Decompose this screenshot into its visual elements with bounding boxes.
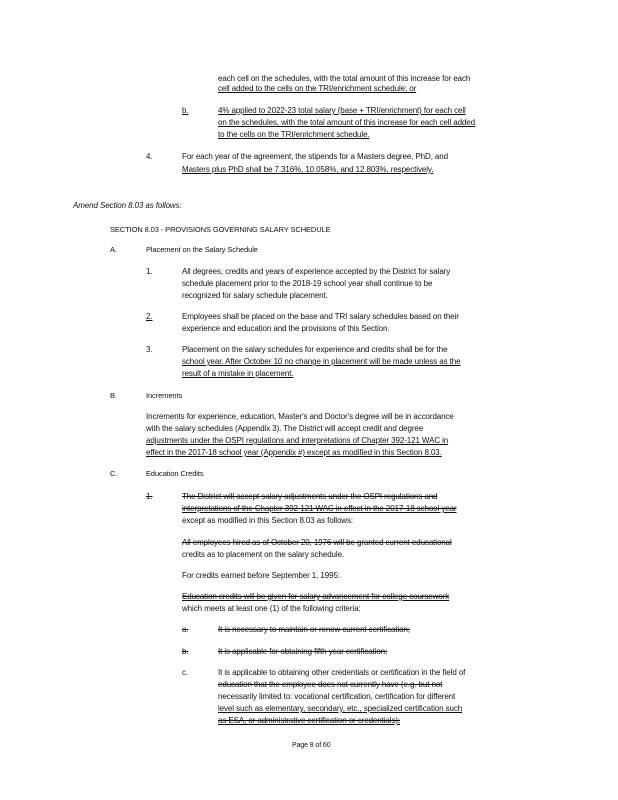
a-item-2-line-2: experience and education and the provisions of this Section. [182,324,390,333]
item-4-marker: 4. [146,152,153,161]
c-p3-line-1: Education credits will be given for salary advancement for college coursework [182,592,450,601]
a-item-3-line-3: result of a mistake in placement. [182,369,294,378]
c-sub-c-line-5: as ESA, or administrative certification or credentials); [218,716,401,725]
c-sub-c-line-4: level such as elementary, secondary, etc., specialized certification such [218,704,463,713]
section-b-heading: Increments [146,391,183,400]
c-p3-line-2: which meets at least one (1) of the following criteria: [182,604,361,613]
c-sub-c-line-1: It is applicable to obtaining other credentials or certification in the field of [218,668,466,677]
item-4-line-1: For each year of the agreement, the stipends for a Masters degree, PhD, and [182,152,448,161]
page-number: Page 8 of 60 [292,742,331,749]
c-sub-c-line-2: education that the employee does not currently have (e.g. but not [218,680,443,689]
item-b-line-2: on the schedules, with the total amount of this increase for each cell added [218,118,476,127]
c-p1-line-1: All employees hired as of October 20, 1976 will be granted current educational [182,538,452,547]
b-line-3: adjustments under the OSPI regulations and interpretations of Chapter 392-121 WAC in [146,436,449,445]
a-item-2-line-1: Employees shall be placed on the base and TRI salary schedules based on their [182,312,459,321]
c-sub-a-text: It is necessary to maintain or renew current certification; [218,625,410,634]
a-item-1-line-2: schedule placement prior to the 2018-19 school year shall continue to be [182,279,433,288]
a-item-3-marker: 3. [146,345,153,354]
c-item-1-line-2: interpretations of the Chapter 392-121 WAC in effect in the 2017-18 school year [182,504,457,513]
section-title: SECTION 8.03 - PROVISIONS GOVERNING SALARY SCHEDULE [110,225,331,234]
section-a-heading: Placement on the Salary Schedule [146,245,258,254]
a-item-1-line-1: All degrees, credits and years of experience accepted by the District for salary [182,267,451,276]
a-item-3-line-2: school year. After October 10 no change in placement will be made unless as the [182,357,461,366]
c-item-1-line-1: The District will accept salary adjustments under the OSPI regulations and [182,492,438,501]
c-item-1-marker: 1. [146,492,153,501]
section-c-heading: Education Credits [146,469,204,478]
c-sub-c-marker: c. [182,668,189,677]
item-4-line-2: Masters plus PhD shall be 7.316%, 10.058%, and 12.803%, respectively. [182,165,434,174]
c-sub-c-line-3: necessarily limited to: vocational certification, certification for different [218,692,456,701]
item-b-line-3: to the cells on the TRI/enrichment schedule. [218,130,370,139]
a-item-3-line-1: Placement on the salary schedules for experience and credits shall be for the [182,345,448,354]
a-item-1-marker: 1. [146,267,153,276]
item-b-marker: b. [182,106,189,115]
c-p1-line-2: credits as to placement on the salary schedule. [182,550,345,559]
c-p2: For credits earned before September 1, 1995: [182,571,340,580]
continuation-line-1: each cell on the schedules, with the total amount of this increase for each [218,74,471,83]
section-b-marker: B. [110,391,117,400]
section-a-marker: A. [110,245,117,254]
a-item-2-marker: 2. [146,312,153,321]
b-line-2: with the salary schedules (Appendix 3). The District will accept credit and degree [146,424,424,433]
c-item-1-line-3: except as modified in this Section 8.03 as follows: [182,516,353,525]
amend-instruction: Amend Section 8.03 as follows: [73,201,182,210]
item-b-line-1: 4% applied to 2022-23 total salary (base + TRI/enrichment) for each cell [218,106,466,115]
c-sub-b-marker: b. [182,647,189,656]
c-sub-b-text: It is applicable for obtaining fifth year certification; [218,647,388,656]
b-line-4: effect in the 2017-18 school year (Appendix #) except as modified in this Section 8.03. [146,448,442,457]
a-item-1-line-3: recognized for salary schedule placement. [182,291,328,300]
c-sub-a-marker: a. [182,625,189,634]
continuation-line-2: cell added to the cells on the TRI/enrichment schedule; or [218,84,417,93]
section-c-marker: C. [110,469,118,478]
b-line-1: Increments for experience, education, Master's and Doctor's degree will be in accordance [146,412,454,421]
